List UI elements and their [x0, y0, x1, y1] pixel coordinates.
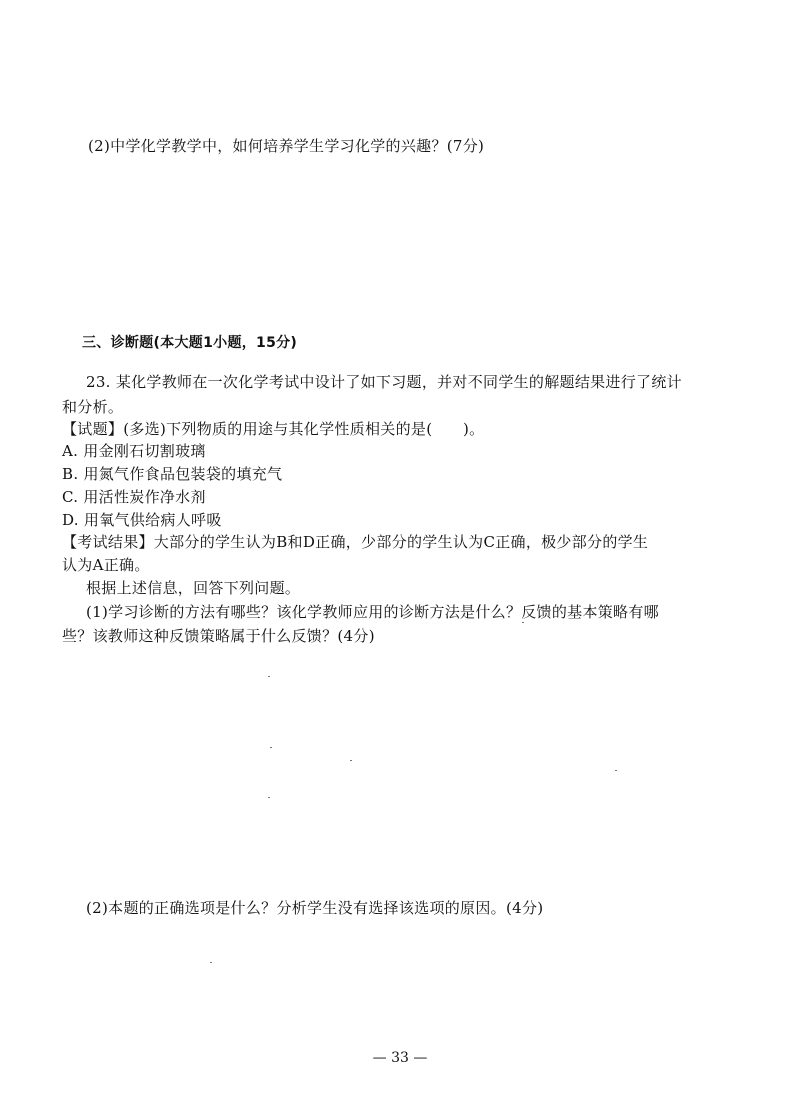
section-3-heading: 三、诊断题(本大题1小题，15分): [82, 335, 298, 351]
scan-speck: [350, 760, 352, 761]
scan-speck: [210, 962, 212, 963]
question-22-part-2: (2)中学化学教学中，如何培养学生学习化学的兴趣？(7分): [88, 137, 485, 155]
question-23-stem-line-1: 23. 某化学教师在一次化学考试中设计了如下习题，并对不同学生的解题结果进行了统计: [86, 373, 682, 391]
option-d: D. 用氧气供给病人呼吸: [62, 511, 222, 529]
sub-question-1-line-1: (1)学习诊断的方法有哪些？该化学教师应用的诊断方法是什么？反馈的基本策略有哪: [86, 603, 659, 621]
scan-speck: [268, 797, 270, 798]
exam-result-line-2: 认为A正确。: [62, 556, 150, 574]
option-c: C. 用活性炭作净水剂: [62, 488, 206, 506]
scan-speck: [268, 676, 270, 677]
sub-question-2: (2)本题的正确选项是什么？分析学生没有选择该选项的原因。(4分): [86, 899, 544, 917]
sub-question-1-line-2: 些？该教师这种反馈策略属于什么反馈？(4分): [62, 627, 375, 645]
scan-speck: [615, 770, 617, 771]
option-a: A. 用金刚石切割玻璃: [62, 442, 206, 460]
option-b: B. 用氮气作食品包装袋的填充气: [62, 465, 283, 483]
question-23-stem-line-2: 和分析。: [62, 398, 124, 416]
exam-result-line-1: 【考试结果】大部分的学生认为B和D正确，少部分的学生认为C正确，极少部分的学生: [62, 533, 649, 551]
question-23-item: 【试题】(多选)下列物质的用途与其化学性质相关的是( )。: [62, 420, 485, 438]
scan-speck: [270, 747, 272, 748]
scan-speck: [522, 622, 524, 623]
page-number: — 33 —: [372, 1050, 428, 1066]
instruction: 根据上述信息，回答下列问题。: [86, 579, 301, 597]
